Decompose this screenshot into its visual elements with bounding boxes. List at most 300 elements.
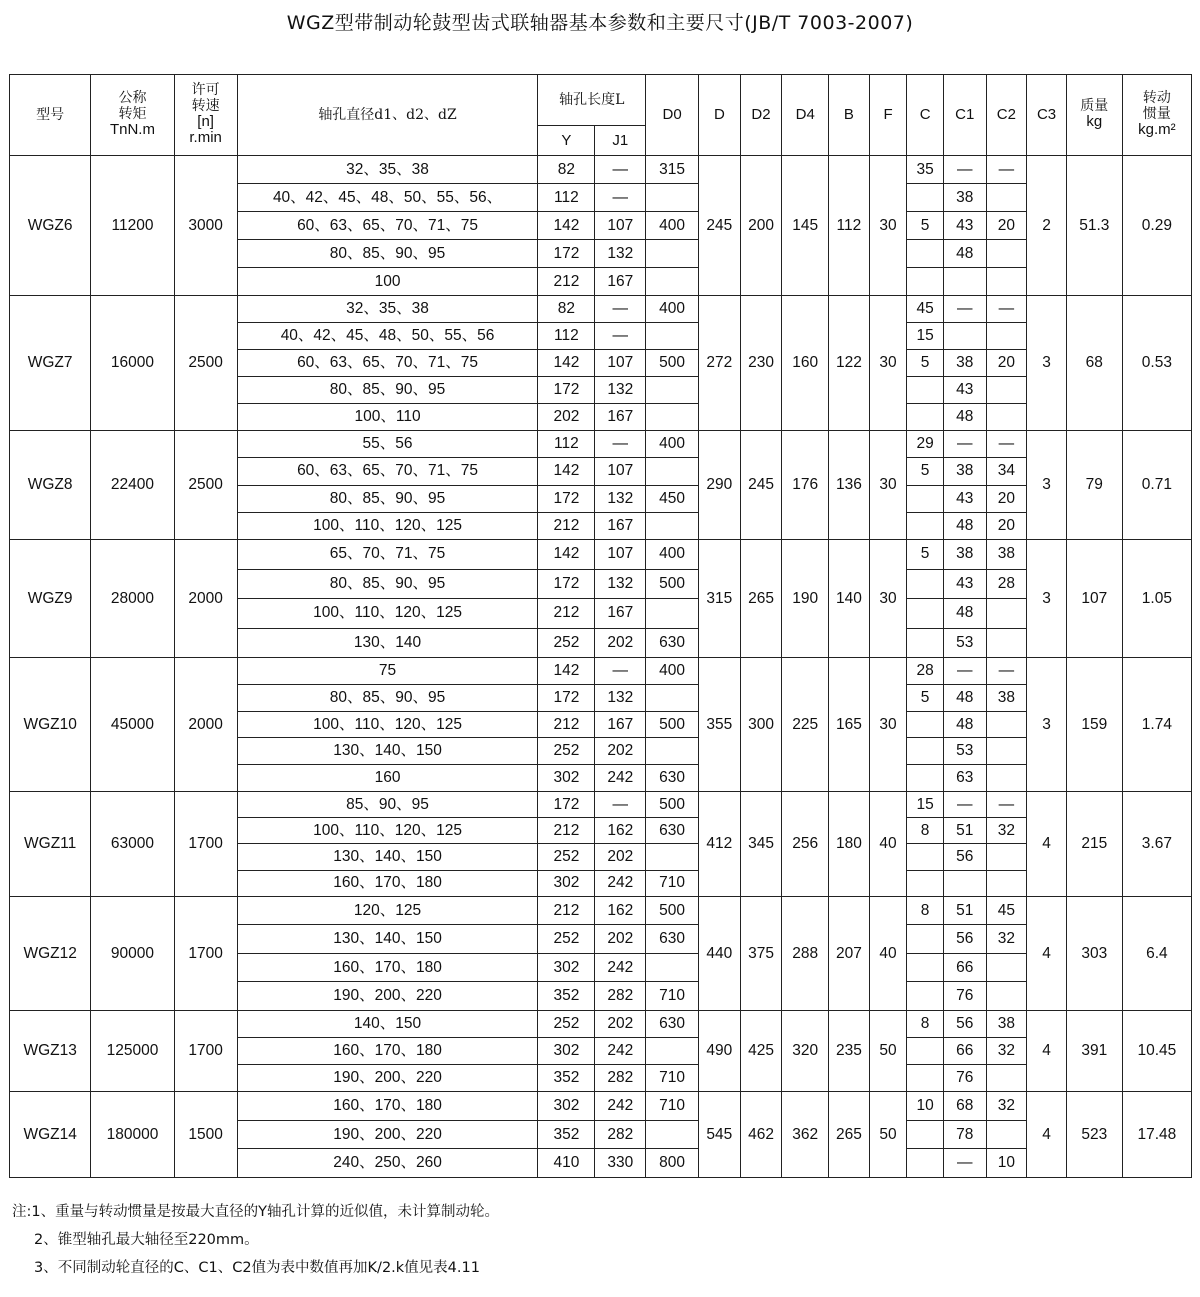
c2-cell [986, 599, 1027, 629]
d-cell: 290 [699, 431, 741, 540]
b-cell: 180 [829, 791, 870, 896]
f-cell: 50 [869, 1010, 907, 1091]
j1-length-cell: — [595, 431, 646, 458]
torque-cell: 16000 [91, 296, 174, 431]
y-length-cell: 172 [538, 485, 595, 512]
c2-cell [986, 323, 1027, 350]
c1-cell: 38 [943, 184, 986, 212]
table-row [10, 296, 1192, 323]
j1-length-cell: 162 [595, 818, 646, 844]
j1-length-cell: 167 [595, 404, 646, 431]
c1-cell: 38 [943, 458, 986, 485]
c1-cell: — [943, 431, 986, 458]
model-cell: WGZ7 [10, 296, 91, 431]
c2-cell: 45 [986, 896, 1027, 925]
y-length-cell: 302 [538, 1091, 595, 1120]
j1-length-cell: 107 [595, 458, 646, 485]
d0-cell: 450 [646, 485, 699, 512]
c2-cell [986, 870, 1027, 896]
bore-diameter-cell: 130、140 [237, 628, 538, 658]
mass-cell: 215 [1066, 791, 1122, 896]
y-length-cell: 212 [538, 599, 595, 629]
b-cell: 207 [829, 896, 870, 1010]
c1-cell: 66 [943, 1037, 986, 1064]
bore-diameter-cell: 75 [237, 658, 538, 685]
c-cell: 15 [907, 791, 944, 817]
model-cell: WGZ13 [10, 1010, 91, 1091]
c1-cell: — [943, 296, 986, 323]
b-cell: 140 [829, 540, 870, 658]
c2-cell [986, 268, 1027, 296]
d0-cell [646, 844, 699, 870]
y-length-cell: 410 [538, 1149, 595, 1178]
j1-length-cell: — [595, 184, 646, 212]
c2-cell: 28 [986, 569, 1027, 599]
j1-length-cell: 107 [595, 212, 646, 240]
d0-cell [646, 404, 699, 431]
j1-length-cell: — [595, 791, 646, 817]
mass-cell: 79 [1066, 431, 1122, 540]
b-cell: 136 [829, 431, 870, 540]
c-cell [907, 569, 944, 599]
y-length-cell: 142 [538, 212, 595, 240]
mass-cell: 391 [1066, 1010, 1122, 1091]
speed-cell: 1700 [174, 1010, 237, 1091]
c2-cell [986, 765, 1027, 792]
d0-cell: 400 [646, 540, 699, 570]
d0-cell [646, 738, 699, 765]
d0-cell [646, 684, 699, 711]
c3-cell: 3 [1027, 540, 1067, 658]
c3-cell: 4 [1027, 791, 1067, 896]
d0-cell: 500 [646, 569, 699, 599]
c-cell [907, 268, 944, 296]
col-J1: J1 [595, 126, 646, 156]
y-length-cell: 142 [538, 350, 595, 377]
d0-cell: 315 [646, 156, 699, 184]
bore-diameter-cell: 80、85、90、95 [237, 684, 538, 711]
model-cell: WGZ9 [10, 540, 91, 658]
mass-cell: 107 [1066, 540, 1122, 658]
y-length-cell: 112 [538, 323, 595, 350]
c1-cell: 53 [943, 738, 986, 765]
j1-length-cell: 167 [595, 268, 646, 296]
col-Y: Y [538, 126, 595, 156]
c-cell [907, 240, 944, 268]
j1-length-cell: 132 [595, 485, 646, 512]
c2-cell: — [986, 791, 1027, 817]
y-length-cell: 112 [538, 431, 595, 458]
y-length-cell: 212 [538, 818, 595, 844]
c1-cell: 43 [943, 569, 986, 599]
d-cell: 545 [699, 1091, 741, 1177]
d-cell: 440 [699, 896, 741, 1010]
c-cell [907, 711, 944, 738]
note-2: 2、锥型轴孔最大轴径至220mm。 [34, 1232, 259, 1248]
c-cell: 5 [907, 684, 944, 711]
col-C3: C3 [1027, 75, 1067, 156]
d0-cell: 400 [646, 212, 699, 240]
bore-diameter-cell: 160、170、180 [237, 870, 538, 896]
d-cell: 412 [699, 791, 741, 896]
c-cell: 15 [907, 323, 944, 350]
bore-diameter-cell: 160、170、180 [237, 1091, 538, 1120]
c-cell: 8 [907, 896, 944, 925]
d4-cell: 145 [782, 156, 829, 296]
c2-cell: 20 [986, 512, 1027, 539]
y-length-cell: 302 [538, 765, 595, 792]
col-model: 型号 [10, 75, 91, 156]
d4-cell: 160 [782, 296, 829, 431]
mass-cell: 303 [1066, 896, 1122, 1010]
y-length-cell: 252 [538, 738, 595, 765]
c2-cell [986, 1064, 1027, 1091]
j1-length-cell: — [595, 323, 646, 350]
y-length-cell: 172 [538, 569, 595, 599]
col-bore-length: 轴孔长度L [538, 75, 646, 126]
bore-diameter-cell: 60、63、65、70、71、75 [237, 458, 538, 485]
inertia-cell: 1.74 [1122, 658, 1191, 792]
col-C1: C1 [943, 75, 986, 156]
table-row [10, 540, 1192, 570]
d4-cell: 320 [782, 1010, 829, 1091]
c-cell: 5 [907, 458, 944, 485]
c2-cell: 32 [986, 925, 1027, 954]
inertia-cell: 10.45 [1122, 1010, 1191, 1091]
c2-cell [986, 844, 1027, 870]
y-length-cell: 112 [538, 184, 595, 212]
j1-length-cell: 202 [595, 925, 646, 954]
c-cell [907, 765, 944, 792]
col-inertia: 转动 惯量 kg.m² [1122, 75, 1191, 156]
c1-cell: 78 [943, 1120, 986, 1149]
c-cell: 35 [907, 156, 944, 184]
c1-cell: 56 [943, 844, 986, 870]
bore-diameter-cell: 240、250、260 [237, 1149, 538, 1178]
d0-cell: 710 [646, 1091, 699, 1120]
c2-cell: 32 [986, 1037, 1027, 1064]
d-cell: 315 [699, 540, 741, 658]
c1-cell: 51 [943, 818, 986, 844]
y-length-cell: 212 [538, 711, 595, 738]
c3-cell: 4 [1027, 1091, 1067, 1177]
j1-length-cell: 167 [595, 512, 646, 539]
c3-cell: 4 [1027, 1010, 1067, 1091]
d0-cell [646, 268, 699, 296]
table-row [10, 431, 1192, 458]
y-length-cell: 172 [538, 377, 595, 404]
col-D: D [699, 75, 741, 156]
j1-length-cell: 132 [595, 377, 646, 404]
bore-diameter-cell: 190、200、220 [237, 1064, 538, 1091]
bore-diameter-cell: 130、140、150 [237, 738, 538, 765]
bore-diameter-cell: 80、85、90、95 [237, 569, 538, 599]
c1-cell: 53 [943, 628, 986, 658]
inertia-cell: 0.53 [1122, 296, 1191, 431]
c2-cell: — [986, 431, 1027, 458]
j1-length-cell: — [595, 658, 646, 685]
c2-cell: — [986, 658, 1027, 685]
c2-cell: 10 [986, 1149, 1027, 1178]
c-cell: 5 [907, 350, 944, 377]
bore-diameter-cell: 40、42、45、48、50、55、56、 [237, 184, 538, 212]
torque-cell: 63000 [91, 791, 174, 896]
note-3: 3、不同制动轮直径的C、C1、C2值为表中数值再加K/2.k值见表4.11 [34, 1260, 480, 1276]
c2-cell: 34 [986, 458, 1027, 485]
y-length-cell: 82 [538, 296, 595, 323]
bore-diameter-cell: 65、70、71、75 [237, 540, 538, 570]
c1-cell: 63 [943, 765, 986, 792]
table-row [10, 791, 1192, 817]
c2-cell [986, 738, 1027, 765]
torque-cell: 28000 [91, 540, 174, 658]
col-D2: D2 [740, 75, 782, 156]
d2-cell: 265 [740, 540, 782, 658]
d0-cell: 500 [646, 711, 699, 738]
b-cell: 112 [829, 156, 870, 296]
d-cell: 355 [699, 658, 741, 792]
d4-cell: 288 [782, 896, 829, 1010]
col-bore-diameter: 轴孔直径d1、d2、dZ [237, 75, 538, 156]
model-cell: WGZ12 [10, 896, 91, 1010]
d2-cell: 230 [740, 296, 782, 431]
c3-cell: 3 [1027, 296, 1067, 431]
c1-cell: 68 [943, 1091, 986, 1120]
torque-cell: 11200 [91, 156, 174, 296]
j1-length-cell: 282 [595, 1064, 646, 1091]
bore-diameter-cell: 130、140、150 [237, 925, 538, 954]
c1-cell: — [943, 791, 986, 817]
j1-length-cell: — [595, 156, 646, 184]
bore-diameter-cell: 80、85、90、95 [237, 377, 538, 404]
col-speed: 许可 转速 [n] r.min [174, 75, 237, 156]
c-cell: 8 [907, 818, 944, 844]
y-length-cell: 202 [538, 404, 595, 431]
bore-diameter-cell: 80、85、90、95 [237, 240, 538, 268]
y-length-cell: 302 [538, 870, 595, 896]
c1-cell: — [943, 658, 986, 685]
y-length-cell: 302 [538, 1037, 595, 1064]
torque-cell: 22400 [91, 431, 174, 540]
d4-cell: 225 [782, 658, 829, 792]
c1-cell: — [943, 1149, 986, 1178]
c-cell: 28 [907, 658, 944, 685]
f-cell: 30 [869, 156, 907, 296]
b-cell: 122 [829, 296, 870, 431]
d-cell: 272 [699, 296, 741, 431]
d0-cell: 800 [646, 1149, 699, 1178]
d0-cell: 630 [646, 818, 699, 844]
c3-cell: 4 [1027, 896, 1067, 1010]
bore-diameter-cell: 85、90、95 [237, 791, 538, 817]
inertia-cell: 0.71 [1122, 431, 1191, 540]
y-length-cell: 212 [538, 268, 595, 296]
c1-cell [943, 268, 986, 296]
mass-cell: 68 [1066, 296, 1122, 431]
mass-cell: 51.3 [1066, 156, 1122, 296]
c2-cell: 32 [986, 818, 1027, 844]
c1-cell: 48 [943, 240, 986, 268]
bore-diameter-cell: 190、200、220 [237, 982, 538, 1011]
c2-cell: 32 [986, 1091, 1027, 1120]
bore-diameter-cell: 60、63、65、70、71、75 [237, 212, 538, 240]
c1-cell: 43 [943, 485, 986, 512]
f-cell: 50 [869, 1091, 907, 1177]
c1-cell: 48 [943, 711, 986, 738]
c-cell: 8 [907, 1010, 944, 1037]
d4-cell: 362 [782, 1091, 829, 1177]
j1-length-cell: 162 [595, 896, 646, 925]
c1-cell: 51 [943, 896, 986, 925]
c2-cell [986, 628, 1027, 658]
j1-length-cell: 202 [595, 738, 646, 765]
j1-length-cell: 132 [595, 684, 646, 711]
c3-cell: 3 [1027, 658, 1067, 792]
c2-cell [986, 953, 1027, 982]
c-cell [907, 844, 944, 870]
d0-cell: 400 [646, 296, 699, 323]
y-length-cell: 302 [538, 953, 595, 982]
d0-cell: 630 [646, 925, 699, 954]
c1-cell: 48 [943, 599, 986, 629]
model-cell: WGZ6 [10, 156, 91, 296]
page-title: WGZ型带制动轮鼓型齿式联轴器基本参数和主要尺寸(JB/T 7003-2007) [286, 12, 914, 34]
bore-diameter-cell: 140、150 [237, 1010, 538, 1037]
c2-cell [986, 404, 1027, 431]
d0-cell: 710 [646, 1064, 699, 1091]
c-cell [907, 599, 944, 629]
table-row [10, 1091, 1192, 1120]
c-cell: 5 [907, 212, 944, 240]
c-cell [907, 1064, 944, 1091]
f-cell: 30 [869, 658, 907, 792]
c2-cell: 38 [986, 684, 1027, 711]
spec-table [9, 74, 1192, 1178]
inertia-cell: 6.4 [1122, 896, 1191, 1010]
table-row [10, 896, 1192, 925]
col-C: C [907, 75, 944, 156]
y-length-cell: 142 [538, 658, 595, 685]
y-length-cell: 252 [538, 1010, 595, 1037]
c-cell [907, 1120, 944, 1149]
torque-cell: 180000 [91, 1091, 174, 1177]
table-row [10, 658, 1192, 685]
model-cell: WGZ14 [10, 1091, 91, 1177]
bore-diameter-cell: 190、200、220 [237, 1120, 538, 1149]
table-row [10, 1010, 1192, 1037]
c1-cell: 66 [943, 953, 986, 982]
j1-length-cell: 242 [595, 765, 646, 792]
bore-diameter-cell: 160、170、180 [237, 953, 538, 982]
inertia-cell: 1.05 [1122, 540, 1191, 658]
notes [12, 1198, 499, 1282]
d4-cell: 190 [782, 540, 829, 658]
d2-cell: 425 [740, 1010, 782, 1091]
y-length-cell: 252 [538, 925, 595, 954]
c-cell [907, 512, 944, 539]
c1-cell [943, 870, 986, 896]
j1-length-cell: 242 [595, 1091, 646, 1120]
d0-cell [646, 240, 699, 268]
c2-cell [986, 240, 1027, 268]
c2-cell [986, 184, 1027, 212]
d0-cell [646, 953, 699, 982]
speed-cell: 2500 [174, 296, 237, 431]
c-cell [907, 184, 944, 212]
j1-length-cell: 202 [595, 844, 646, 870]
d0-cell [646, 1037, 699, 1064]
speed-cell: 2000 [174, 540, 237, 658]
f-cell: 30 [869, 431, 907, 540]
d0-cell: 710 [646, 870, 699, 896]
c1-cell: 48 [943, 684, 986, 711]
j1-length-cell: 167 [595, 711, 646, 738]
torque-cell: 45000 [91, 658, 174, 792]
col-F: F [869, 75, 907, 156]
bore-diameter-cell: 120、125 [237, 896, 538, 925]
y-length-cell: 352 [538, 1064, 595, 1091]
c1-cell [943, 323, 986, 350]
bore-diameter-cell: 100、110、120、125 [237, 599, 538, 629]
c1-cell: 48 [943, 404, 986, 431]
d0-cell: 400 [646, 658, 699, 685]
speed-cell: 2000 [174, 658, 237, 792]
j1-length-cell: 282 [595, 982, 646, 1011]
d0-cell [646, 1120, 699, 1149]
y-length-cell: 352 [538, 982, 595, 1011]
c-cell [907, 953, 944, 982]
y-length-cell: 82 [538, 156, 595, 184]
bore-diameter-cell: 40、42、45、48、50、55、56 [237, 323, 538, 350]
d-cell: 245 [699, 156, 741, 296]
c1-cell: — [943, 156, 986, 184]
col-mass: 质量 kg [1066, 75, 1122, 156]
inertia-cell: 0.29 [1122, 156, 1191, 296]
c1-cell: 38 [943, 540, 986, 570]
j1-length-cell: 132 [595, 240, 646, 268]
d0-cell: 710 [646, 982, 699, 1011]
note-1: 注:1、重量与转动惯量是按最大直径的Y轴孔计算的近似值，未计算制动轮。 [12, 1204, 499, 1220]
d2-cell: 300 [740, 658, 782, 792]
d2-cell: 245 [740, 431, 782, 540]
j1-length-cell: 202 [595, 1010, 646, 1037]
c3-cell: 3 [1027, 431, 1067, 540]
d0-cell: 400 [646, 431, 699, 458]
d0-cell: 500 [646, 791, 699, 817]
bore-diameter-cell: 160、170、180 [237, 1037, 538, 1064]
j1-length-cell: 242 [595, 953, 646, 982]
c2-cell: — [986, 296, 1027, 323]
d0-cell [646, 323, 699, 350]
c-cell [907, 485, 944, 512]
col-torque: 公称 转矩 TnN.m [91, 75, 174, 156]
col-B: B [829, 75, 870, 156]
c-cell [907, 377, 944, 404]
model-cell: WGZ8 [10, 431, 91, 540]
bore-diameter-cell: 100、110、120、125 [237, 818, 538, 844]
f-cell: 30 [869, 296, 907, 431]
d2-cell: 200 [740, 156, 782, 296]
f-cell: 30 [869, 540, 907, 658]
d2-cell: 375 [740, 896, 782, 1010]
c2-cell [986, 1120, 1027, 1149]
y-length-cell: 172 [538, 684, 595, 711]
col-C2: C2 [986, 75, 1027, 156]
bore-diameter-cell: 80、85、90、95 [237, 485, 538, 512]
c2-cell [986, 982, 1027, 1011]
y-length-cell: 142 [538, 458, 595, 485]
c1-cell: 43 [943, 377, 986, 404]
